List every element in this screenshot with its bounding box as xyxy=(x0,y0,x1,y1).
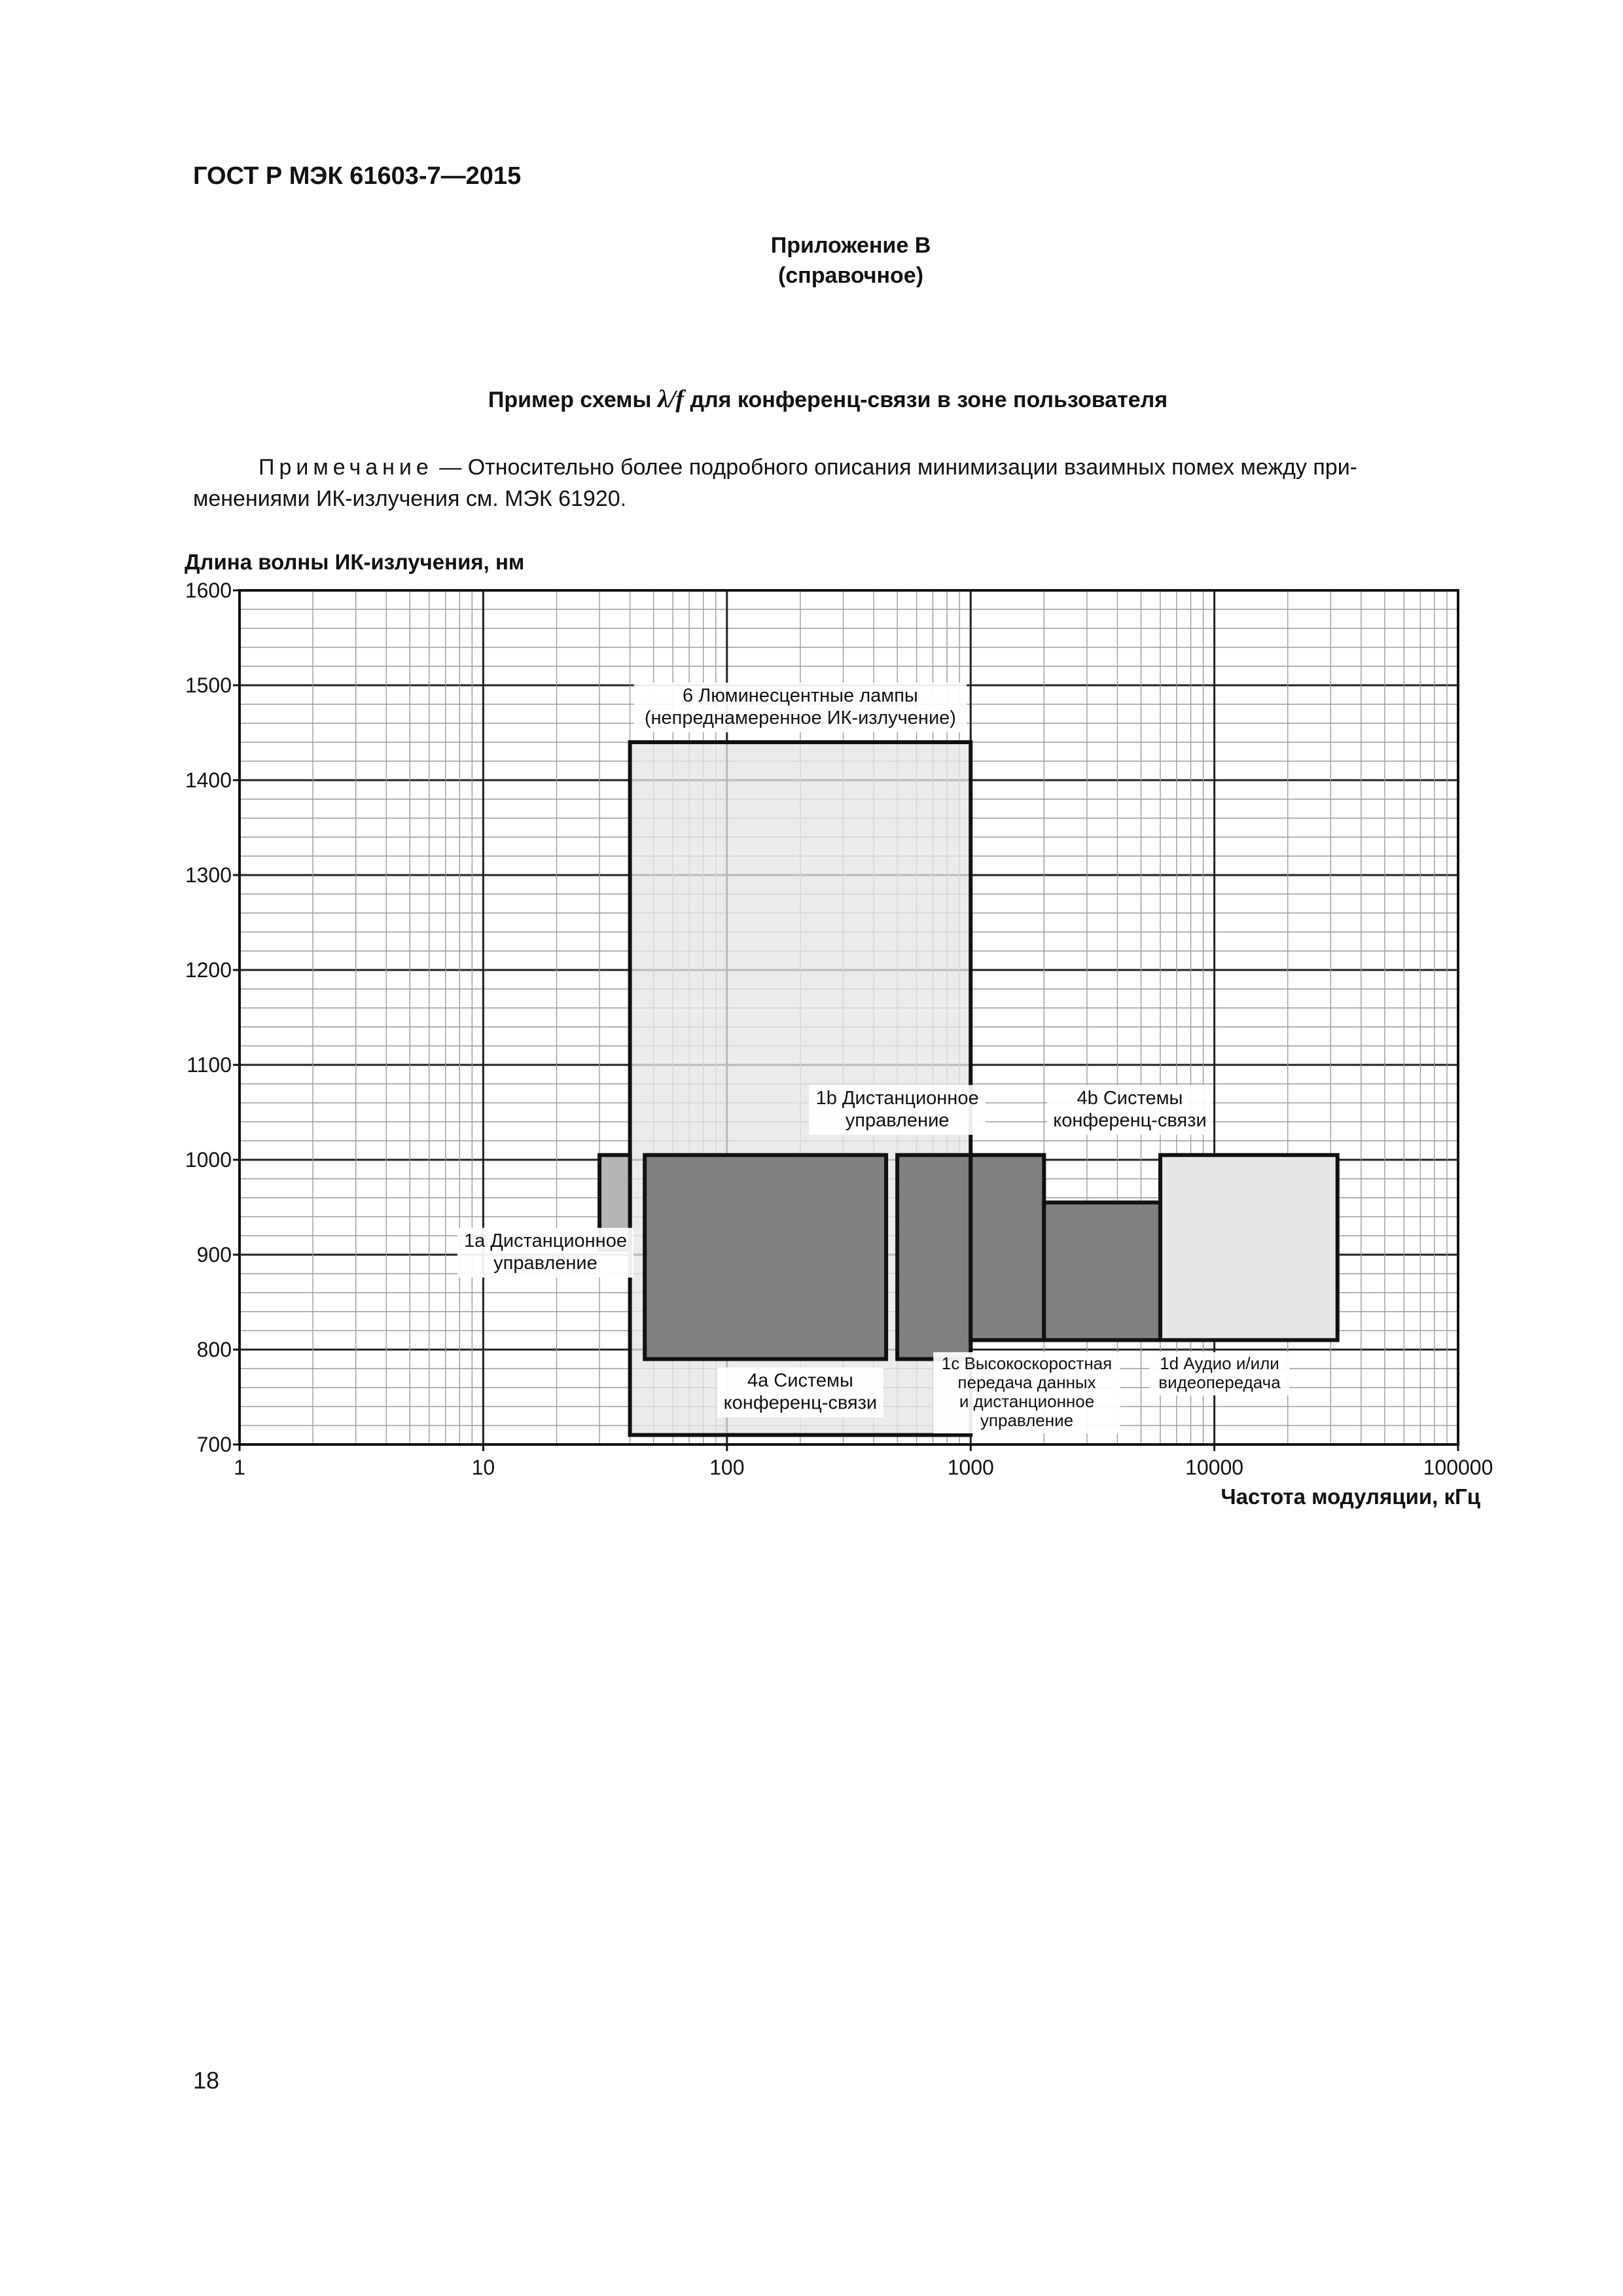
x-tick-label: 1000 xyxy=(947,1456,994,1479)
region-label-1c: и дистанционное xyxy=(959,1391,1095,1411)
figure-title-prefix: Пример схемы xyxy=(488,387,658,412)
region-label-1d: видеопередача xyxy=(1158,1372,1281,1392)
y-tick-label: 1000 xyxy=(185,1148,232,1172)
appendix-subtitle: (справочное) xyxy=(777,263,924,288)
x-tick-label: 100000 xyxy=(1423,1456,1493,1479)
y-tick-label: 900 xyxy=(196,1243,232,1266)
y-tick-label: 1100 xyxy=(187,1053,232,1077)
y-tick-label: 1300 xyxy=(185,863,232,887)
region-label-6: (непреднамеренное ИК-излучение) xyxy=(644,708,956,728)
region-label-1c: 1с Высокоскоростная xyxy=(941,1354,1113,1373)
y-tick-label: 800 xyxy=(196,1338,232,1361)
note-text-2: менениями ИК-излучения см. МЭК 61920. xyxy=(193,486,627,511)
y-tick-label: 1200 xyxy=(185,958,232,982)
region-label-4b: 4b Системы xyxy=(1077,1087,1183,1109)
y-tick-label: 1400 xyxy=(185,768,232,792)
x-axis-title: Частота модуляции, кГц xyxy=(1221,1484,1480,1509)
region-4b xyxy=(1044,1202,1160,1340)
region-label-1d: 1d Аудио и/или xyxy=(1160,1354,1279,1373)
note-label: Примечание xyxy=(259,455,433,480)
y-tick-label: 700 xyxy=(196,1433,232,1456)
region-label-1a: 1а Дистанционное xyxy=(463,1230,627,1251)
region-label-4b: конференц-связи xyxy=(1053,1109,1207,1131)
page-number: 18 xyxy=(193,2067,220,2094)
region-label-6: 6 Люминесцентные лампы xyxy=(683,685,918,706)
region-1d xyxy=(1160,1155,1338,1340)
x-tick-label: 100 xyxy=(709,1456,745,1479)
note-text-1: — Относительно более подробного описания минимизации взаимных помех между при- xyxy=(433,455,1358,480)
region-label-1b: 1b Дистанционное xyxy=(815,1087,979,1109)
region-label-4a: 4а Системы xyxy=(747,1370,853,1391)
x-tick-label: 1 xyxy=(234,1456,245,1479)
region-label-4a: конференц-связи xyxy=(723,1392,878,1414)
x-tick-label: 10000 xyxy=(1185,1456,1244,1479)
region-label-1c: управление xyxy=(980,1410,1074,1430)
region-label-1c: передача данных xyxy=(957,1372,1096,1392)
region-4a xyxy=(645,1155,886,1359)
lambda-f-symbol: λ/f xyxy=(657,386,684,413)
y-tick-label: 1500 xyxy=(185,673,232,697)
region-1b xyxy=(897,1155,971,1359)
region-1c xyxy=(971,1155,1044,1340)
y-tick-label: 1600 xyxy=(185,579,232,602)
x-tick-label: 10 xyxy=(471,1456,495,1479)
figure-title-suffix: для конференц-связи в зоне пользователя xyxy=(684,387,1168,412)
region-label-1a: управление xyxy=(493,1253,597,1274)
appendix-title: Приложение В xyxy=(770,233,931,258)
document-header: ГОСТ Р МЭК 61603-7—2015 xyxy=(193,162,522,190)
region-label-1b: управление xyxy=(845,1109,950,1131)
y-axis-title: Длина волны ИК-излучения, нм xyxy=(185,550,525,574)
